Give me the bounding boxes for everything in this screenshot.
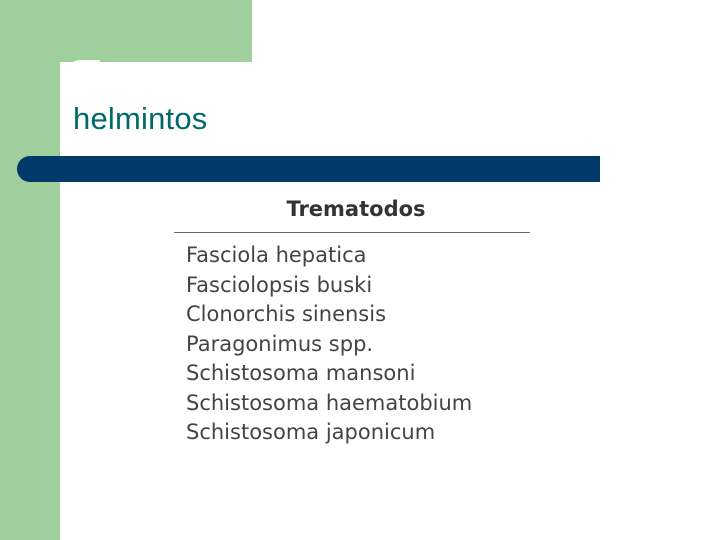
list-item: Schistosoma japonicum [186, 420, 436, 444]
content-corner [60, 60, 100, 100]
title-underline-bar [17, 156, 600, 182]
list-item: Schistosoma haematobium [186, 390, 473, 415]
list-item: Fasciolopsis buski [186, 272, 373, 297]
list-item: Clonorchis sinensis [186, 302, 387, 326]
slide-title: helmintos [73, 101, 208, 136]
table-header: Trematodos [286, 197, 426, 221]
list-item: Schistosoma mansoni [186, 361, 416, 385]
species-list [186, 241, 472, 448]
list-item: Fasciola hepatica [186, 243, 367, 267]
left-accent-band [0, 0, 60, 540]
header-divider [174, 232, 530, 233]
top-accent-block [60, 0, 252, 62]
list-item: Paragonimus spp. [186, 331, 374, 356]
